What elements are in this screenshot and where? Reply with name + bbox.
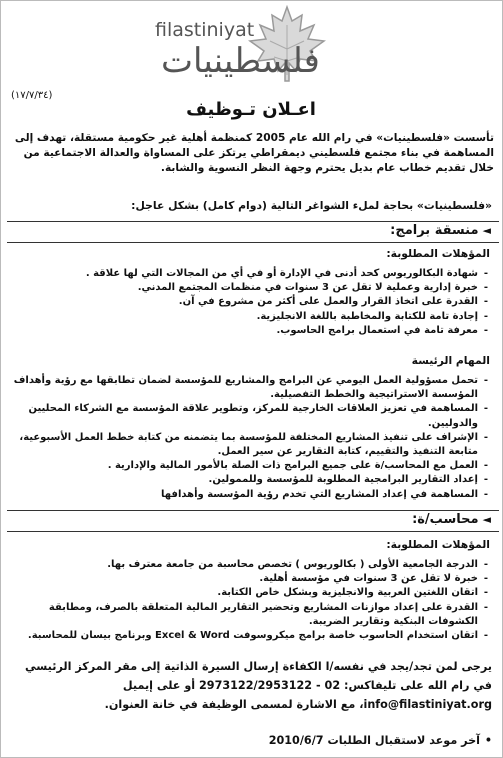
list-item: - الإشراف على تنفيذ المشاريع المختلفة للمؤسسة بما يتضمنه من كتابة خطط العمل الأسبوعية، متابعة التنفيذ والتقييم، كتابة التقارير عن سير العمل.: [12, 431, 490, 459]
qualifications-label: المؤهلات المطلوبة:: [386, 247, 490, 260]
bullet-icon: •: [484, 734, 492, 747]
list-item: - اتقان اللغتين العربية والانجليزية وبشكل خاص الكتابة.: [12, 586, 490, 600]
list-item: - تحمل مسؤولية العمل اليومي عن البرامج والمشاريع للمؤسسة لضمان تطابقها مع رؤية وأهداف المؤسسة الاستراتيجية والخطط التفصيلية.: [12, 374, 490, 402]
list-item: - القدرة على إعداد موازنات المشاريع وتحضير التقارير المالية المتعلقة بالصرف، ومطابقة الكشوفات البنكية وتقارير الضريبة.: [12, 601, 490, 629]
page-title: اعـلان تـوظيف: [186, 99, 316, 120]
list-item: - المساهمة في إعداد المشاريع التي تخدم رؤية المؤسسة وأهدافها: [12, 488, 490, 502]
section-header-accountant: [7, 510, 499, 532]
section-title: ◄منسقة برامج:: [390, 223, 491, 238]
list-item: - العمل مع المحاسب/ة على جميع البرامج ذات الصلة بالأمور المالية والإدارية .: [12, 459, 490, 473]
qualifications-label: المؤهلات المطلوبة:: [386, 538, 490, 551]
section-header-program-coordinator: [7, 221, 499, 243]
intro-paragraph: تأسست «فلسطينيات» في رام الله عام 2005 كمنظمة أهلية غير حكومية مستقلة، تهدف إلى المساهمة في بناء مجتمع فلسطيني ديمقراطي يرتكز على المساواة والعدالة الاجتماعية من خلال تقديم خطاب عام بديل يحترم وجهة النظر النسوية والشابة.: [14, 132, 494, 174]
list-item: - الدرجة الجامعية الأولى ( بكالوريوس ) تخصص محاسبة من جامعة معترف بها.: [12, 558, 490, 572]
list-item: - خبرة إدارية وعملية لا تقل عن 3 سنوات في منظمات المجتمع المدني.: [12, 281, 490, 295]
tasks-list: [12, 374, 490, 502]
list-item: - شهادة البكالوريوس كحد أدنى في الإدارة أو في أي من المجالات التي لها علاقة .: [12, 267, 490, 281]
list-item: - اتقان استخدام الحاسوب خاصة برامج ميكروسوفت Excel & Word وبرنامج بيسان للمحاسبة.: [12, 629, 490, 643]
list-item: - خبرة لا تقل عن 3 سنوات في مؤسسة أهلية.: [12, 572, 490, 586]
logo-arabic-text: فلسطينيات: [161, 41, 320, 81]
tasks-label: المهام الرئيسة: [411, 354, 490, 367]
application-instructions: يرجى لمن تجد/يجد في نفسه/ا الكفاءة إرسال السيرة الذاتية إلى مقر المركز الرئيسي في رام الله على تليفاكس: 02 - 2973122/2953122 أو على إيميل info@filastiniyat.org، مع الاشارة لمسمى الوظيفة في خانة العنوان.: [24, 660, 492, 711]
reference-number: (١٧/٧/٣٤): [11, 90, 53, 101]
section-title: ◄محاسب/ة:: [412, 512, 491, 527]
deadline: [268, 734, 492, 747]
vacancies-statement: «فلسطينيات» بحاجة لملء الشواغر التالية (دوام كامل) بشكل عاجل:: [131, 199, 492, 212]
list-item: - إجادة تامة للكتابة والمخاطبة باللغة الانجليزية.: [12, 310, 490, 324]
list-item: - المساهمة في تعزيز العلاقات الخارجية للمركز، وتطوير علاقة المؤسسة مع الشركاء المحليين والدوليين.: [12, 402, 490, 430]
filastiniyat-logo: [151, 5, 371, 91]
list-item: - القدرة على اتخاذ القرار والعمل على أكثر من مشروع في آن.: [12, 295, 490, 309]
list-item: - معرفة تامة في استعمال برامج الحاسوب.: [12, 324, 490, 338]
deadline-text: آخر موعد لاستقبال الطلبات 2010/6/7: [268, 734, 480, 747]
qualifications-list: [12, 558, 490, 643]
list-item: - إعداد التقارير البرامجية المطلوبة للمؤسسة وللممولين.: [12, 473, 490, 487]
arrow-left-icon: ◄: [482, 224, 491, 237]
logo-latin-text: filastiniyat: [155, 19, 255, 41]
qualifications-list: [12, 267, 490, 338]
arrow-left-icon: ◄: [482, 513, 491, 526]
